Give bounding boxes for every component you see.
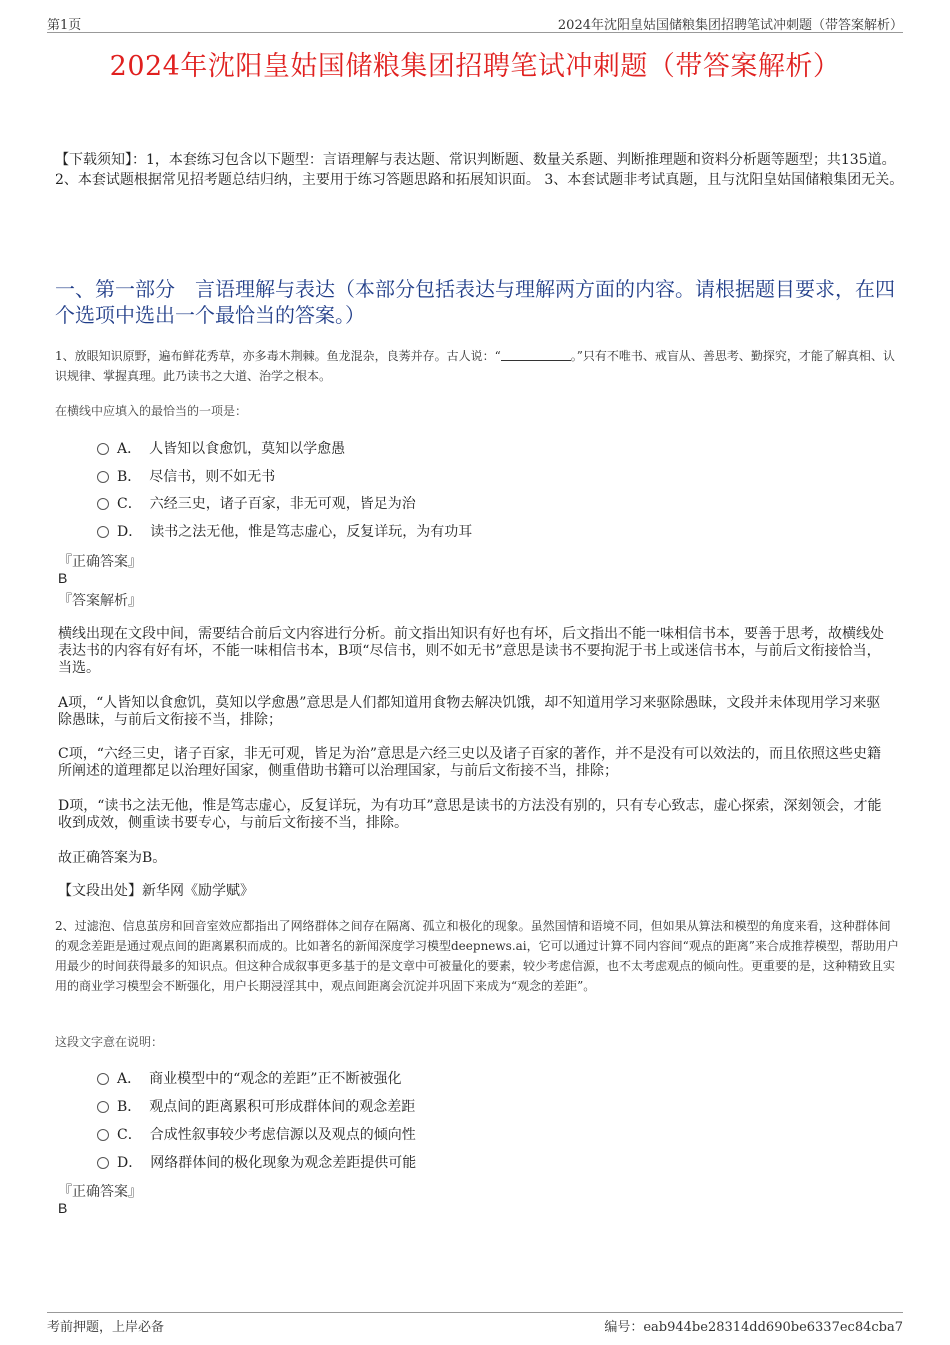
question-2-text: 2、过滤泡、信息茧房和回音室效应都指出了网络群体之间存在隔离、孤立和极化的现象。虽然国情和语境不同，但如果从算法和模型的角度来看，这种群体间的观念差距是通过观点间的距离累积而成的。比如著名的新闻深度学习模型deepnews.ai，它可以通过计算不同内容间“观点的距离”来合成推荐模型，帮助用户用最少的时间获得最多的知识点。但这种合成叙事更多基于的是文章中可被量化的要素，较少考虑信源，也不太考虑观点的倾向性。更重要的是，这种精致且实用的商业学习模型会不断强化，用户长期浸淫其中，观点间距离会沉淀并巩固下来成为“观念的差距”。 — [55, 919, 899, 993]
question-1-analysis-para: 横线出现在文段中间，需要结合前后文内容进行分析。前文指出知识有好也有坏，后文指出不能一味相信书本，要善于思考，故横线处表达书的内容有好有坏，不能一味相信书本，B项“尽信书，则不如无书”意思是读书不要拘泥于书上或迷信书本，与前后文衔接恰当，当选。 — [58, 626, 884, 676]
question-1-blank — [501, 348, 571, 361]
question-1-option-a[interactable]: A． 人皆知以食愈饥，莫知以学愈愚 — [97, 438, 345, 458]
header-doc-title: 2024年沈阳皇姑国储粮集团招聘笔试冲刺题（带答案解析） — [557, 18, 903, 33]
question-1-analysis-para: C项，“六经三史，诸子百家，非无可观，皆足为治”意思是六经三史以及诸子百家的著作，并不是没有可以效法的，而且依照这些史籍所阐述的道理都足以治理好国家，侧重借助书籍可以治理国家，与前后文衔接不当，排除； — [58, 746, 882, 779]
radio-icon[interactable] — [97, 443, 109, 455]
footer-id: 编号：eab944be28314dd690be6337ec84cba7 — [604, 1320, 903, 1335]
question-1-stem: 在横线中应填入的最恰当的一项是： — [55, 404, 248, 418]
question-1-analysis-para: D项，“读书之法无他，惟是笃志虚心，反复详玩，为有功耳”意思是读书的方法没有别的，只有专心致志，虚心探索，深刻领会，才能收到成效，侧重读书要专心，与前后文衔接不当，排除。 — [58, 798, 882, 831]
radio-icon[interactable] — [97, 526, 109, 538]
question-1-answer-label: 『正确答案』 — [58, 554, 142, 570]
page-title: 2024年沈阳皇姑国储粮集团招聘笔试冲刺题（带答案解析） — [109, 51, 841, 82]
question-1-option-b[interactable]: B． 尽信书，则不如无书 — [97, 466, 275, 486]
radio-icon[interactable] — [97, 498, 109, 510]
question-2-option-c[interactable]: C． 合成性叙事较少考虑信源以及观点的倾向性 — [97, 1124, 416, 1144]
question-2-option-b[interactable]: B． 观点间的距离累积可形成群体间的观念差距 — [97, 1096, 415, 1116]
question-1-analysis-label: 『答案解析』 — [58, 593, 142, 609]
footer-slogan: 考前押题，上岸必备 — [47, 1320, 165, 1335]
question-2-stem: 这段文字意在说明： — [55, 1035, 164, 1049]
question-1-analysis-para: A项，“人皆知以食愈饥，莫知以学愈愚”意思是人们都知道用食物去解决饥饿，却不知道用学习来驱除愚昧，文段并未体现用学习来驱除愚昧，与前后文衔接不当，排除； — [58, 695, 881, 728]
download-notice: 【下载须知】：1，本套练习包含以下题型：言语理解与表达题、常识判断题、数量关系题、判断推理题和资料分析题等题型；共135道。 2、本套试题根据常见招考题总结归纳，主要用于练习答题思路和拓展知识面。 3、本套试题非考试真题，且与沈阳皇姑国储粮集团无关。 — [55, 152, 904, 188]
question-1-analysis-conclusion: 故正确答案为B。 — [58, 850, 167, 866]
radio-icon[interactable] — [97, 1101, 109, 1113]
question-1-text — [55, 346, 900, 386]
radio-icon[interactable] — [97, 1073, 109, 1085]
question-1-source: 【文段出处】新华网《励学赋》 — [58, 883, 254, 899]
header-divider — [47, 32, 903, 33]
radio-icon[interactable] — [97, 1129, 109, 1141]
question-1-text-after: 。”只有不唯书、戒盲从、善思考、勤探究，才能了解真相、认识规律、掌握真理。此乃读书之大道、治学之根本。 — [55, 349, 895, 383]
radio-icon[interactable] — [97, 1157, 109, 1169]
question-2-answer-label: 『正确答案』 — [58, 1184, 142, 1200]
radio-icon[interactable] — [97, 471, 109, 483]
page-number: 第1页 — [47, 18, 82, 33]
question-2-option-a[interactable]: A． 商业模型中的“观念的差距”正不断被强化 — [97, 1068, 401, 1088]
section-title: 一、第一部分 言语理解与表达（本部分包括表达与理解两方面的内容。请根据题目要求，在四个选项中选出一个最恰当的答案。） — [55, 277, 895, 327]
question-1-option-c[interactable]: C． 六经三史，诸子百家，非无可观，皆足为治 — [97, 493, 416, 513]
question-1-text-before: 1、放眼知识原野，遍布鲜花秀草，亦多毒木荆棘。鱼龙混杂，良莠并存。古人说：“ — [55, 349, 501, 363]
question-2-option-d[interactable]: D． 网络群体间的极化现象为观念差距提供可能 — [97, 1152, 416, 1172]
footer-divider — [47, 1312, 903, 1313]
question-1-answer: B — [58, 570, 68, 586]
question-1-option-d[interactable]: D． 读书之法无他，惟是笃志虚心，反复详玩，为有功耳 — [97, 521, 472, 541]
question-2-answer: B — [58, 1200, 68, 1216]
